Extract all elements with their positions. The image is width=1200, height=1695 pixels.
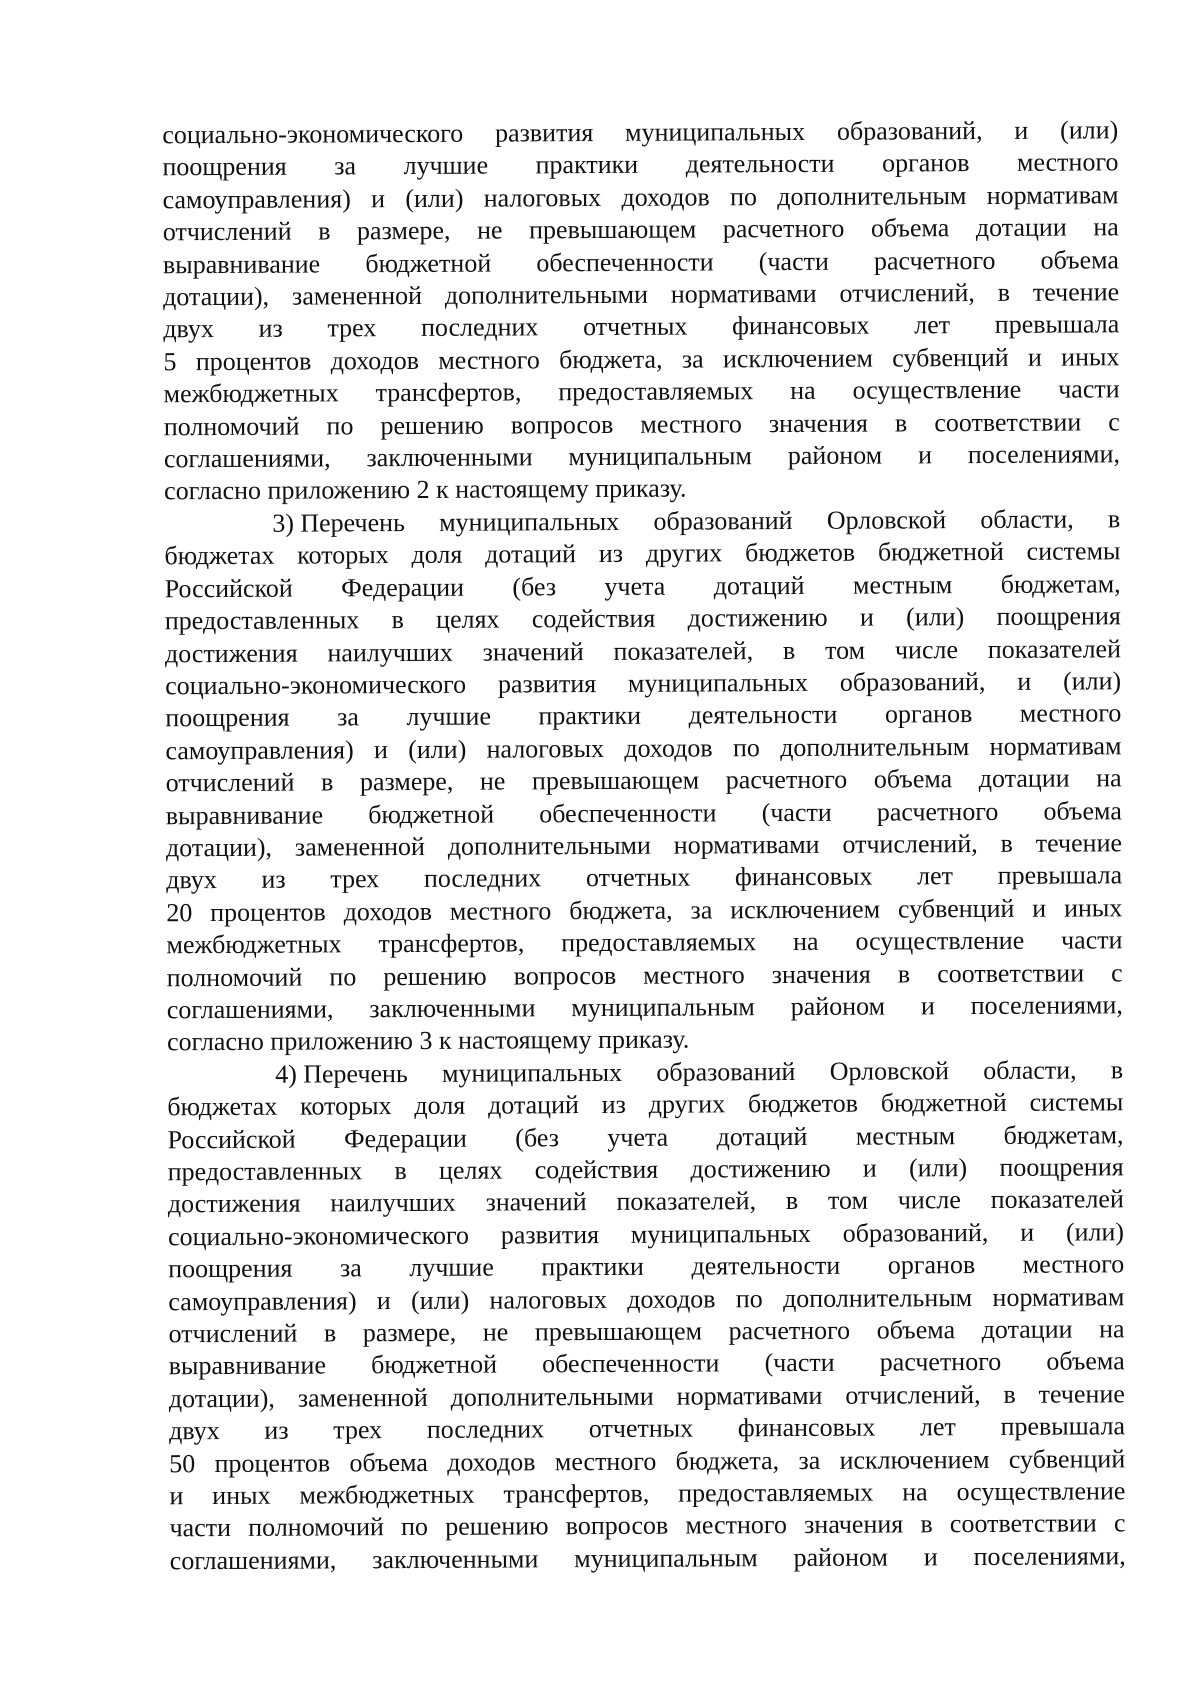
text-line: предоставленных в целях содействия достижению и (или) поощрения	[167, 1152, 1124, 1187]
text-line: соглашениями, заключенными муниципальным районом и поселениями,	[169, 1541, 1126, 1576]
text-line: самоуправления) и (или) налоговых доходов по дополнительным нормативам	[165, 730, 1122, 765]
text-line: двух из трех последних отчетных финансовых лет превышала	[168, 1411, 1126, 1446]
text-line: 50 процентов объема доходов местного бюджета, за исключением субвенций	[169, 1443, 1126, 1478]
text-line: двух из трех последних отчетных финансовых лет превышала	[163, 309, 1120, 344]
text-line: поощрения за лучшие практики деятельности органов местного	[165, 698, 1122, 733]
item-first-line	[164, 503, 1120, 540]
text-line: выравнивание бюджетной обеспеченности (части расчетного объема	[165, 795, 1122, 830]
text-line: поощрения за лучшие практики деятельности органов местного	[168, 1249, 1125, 1284]
text-line: межбюджетных трансфертов, предоставляемых на осуществление части	[166, 925, 1123, 960]
text-line: согласно приложению 3 к настоящему приказу.	[166, 1024, 690, 1057]
list-item-4	[167, 1054, 1126, 1577]
text-line: выравнивание бюджетной обеспеченности (части расчетного объема	[168, 1346, 1125, 1381]
text-line: бюджетах которых доля дотаций из других бюджетов бюджетной системы	[164, 536, 1121, 571]
text-line: самоуправления) и (или) налоговых доходов по дополнительным нормативам	[168, 1281, 1125, 1316]
text-line: социально-экономического развития муниципальных образований, и (или)	[165, 666, 1122, 701]
text-line: отчислений в размере, не превышающем расчетного объема дотации на	[165, 763, 1122, 798]
text-line: полномочий по решению вопросов местного значения в соответствии с	[166, 957, 1123, 992]
list-item-3	[164, 503, 1123, 1059]
item-number: 4)	[275, 1059, 297, 1089]
text-line: и иных межбюджетных трансфертов, предоставляемых на осуществление	[169, 1476, 1126, 1511]
text-line: части полномочий по решению вопросов местного значения в соответствии с	[169, 1508, 1126, 1543]
text-line: отчислений в размере, не превышающем расчетного объема дотации на	[162, 212, 1119, 247]
text-line: социально-экономического развития муниципальных образований, и (или)	[167, 1217, 1125, 1252]
text-line: поощрения за лучшие практики деятельности органов местного	[162, 147, 1119, 182]
text-line: 20 процентов доходов местного бюджета, за исключением субвенций и иных	[166, 893, 1123, 928]
paragraph-continuation	[162, 114, 1120, 508]
text-line: дотации), замененной дополнительными нормативами отчислений, в течение	[168, 1379, 1125, 1414]
text-line: дотации), замененной дополнительными нормативами отчислений, в течение	[163, 277, 1120, 312]
text-line: самоуправления) и (или) налоговых доходов по дополнительным нормативам	[162, 180, 1119, 215]
text-line: предоставленных в целях содействия достижению и (или) поощрения	[164, 601, 1121, 636]
text-line: выравнивание бюджетной обеспеченности (части расчетного объема	[162, 244, 1120, 279]
item-number: 3)	[272, 508, 295, 538]
text-line: достижения наилучших значений показателей, в том числе показателей	[164, 633, 1122, 668]
text-line: Российской Федерации (без учета дотаций местным бюджетам,	[164, 568, 1121, 603]
document-body	[162, 114, 1126, 1577]
text-line: Российской Федерации (без учета дотаций местным бюджетам,	[167, 1119, 1124, 1154]
text-line: межбюджетных трансфертов, предоставляемых на осуществление части	[163, 374, 1120, 409]
text-line: дотации), замененной дополнительными нормативами отчислений, в течение	[165, 828, 1123, 863]
text-line: социально-экономического развития муниципальных образований, и (или)	[162, 115, 1119, 150]
text-line: отчислений в размере, не превышающем расчетного объема дотации на	[168, 1314, 1125, 1349]
text-line: двух из трех последних отчетных финансовых лет превышала	[166, 860, 1123, 895]
text-line: согласно приложению 2 к настоящему приказу.	[164, 474, 687, 506]
text-line: 5 процентов доходов местного бюджета, за исключением субвенций и иных	[163, 342, 1120, 377]
text-line: соглашениями, заключенными муниципальным районом и поселениями,	[166, 990, 1123, 1025]
item-first-line-text: Перечень муниципальных образований Орловской области, в	[303, 1055, 1124, 1089]
item-first-line	[167, 1054, 1123, 1091]
text-line: достижения наилучших значений показателей, в том числе показателей	[167, 1184, 1124, 1219]
text-line: соглашениями, заключенными муниципальным районом и поселениями,	[163, 439, 1121, 474]
item-first-line-text: Перечень муниципальных образований Орловской области, в	[300, 504, 1121, 538]
text-line: бюджетах которых доля дотаций из других бюджетов бюджетной системы	[167, 1087, 1124, 1122]
text-line: полномочий по решению вопросов местного значения в соответствии с	[163, 406, 1120, 441]
